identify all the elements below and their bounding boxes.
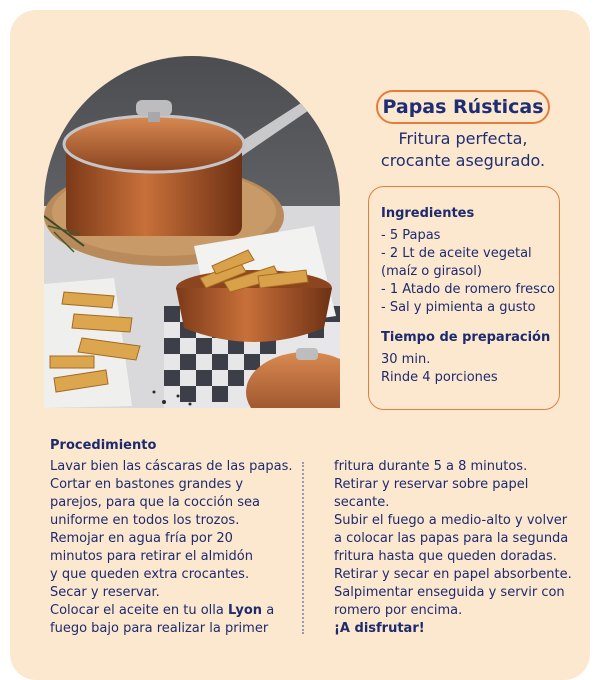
ingredient-item: - 1 Atado de romero fresco (381, 282, 556, 297)
procedure-line: Salpimentar enseguida y servir con (334, 585, 565, 600)
recipe-subtitle (356, 128, 570, 172)
procedure-line: fritura hasta que queden doradas. (334, 549, 557, 564)
recipe-title: Papas Rústicas (376, 90, 550, 124)
procedure-heading: Procedimiento (50, 438, 157, 453)
prep-time: 30 min. (381, 352, 431, 367)
procedure-line: a colocar las papas para la segunda (334, 531, 569, 546)
procedure-line: fritura durante 5 a 8 minutos. (334, 459, 528, 474)
procedure-column-right (334, 458, 572, 638)
ingredient-item: - Sal y pimienta a gusto (381, 300, 536, 315)
cookware-illustration (44, 56, 340, 408)
procedure-column-left (50, 458, 293, 638)
procedure-line: Secar y reservar. (50, 585, 160, 600)
procedure-line: secante. (334, 495, 390, 510)
procedure-line: Retirar y secar en papel absorbente. (334, 567, 572, 582)
procedure-line: minutos para retirar el almidón (50, 549, 253, 564)
procedure-line: Subir el fuego a medio-alto y volver (334, 513, 568, 528)
procedure-line: Lavar bien las cáscaras de las papas. (50, 459, 293, 474)
procedure-line: Cortar en bastones grandes y (50, 477, 244, 492)
prep-heading: Tiempo de preparación (381, 330, 551, 345)
subtitle-line: crocante asegurado. (380, 151, 546, 170)
ingredients-box (368, 186, 560, 410)
procedure-line: Retirar y reservar sobre papel (334, 477, 529, 492)
procedure-line (50, 602, 293, 620)
procedure-line: fuego bajo para realizar la primer (50, 621, 269, 636)
ingredient-item: - 5 Papas (381, 228, 441, 243)
closing-line (334, 620, 572, 638)
procedure-line: romero por encima. (334, 603, 463, 618)
procedure-text: a (262, 603, 275, 618)
column-divider (302, 462, 304, 634)
ingredient-item: - 2 Lt de aceite vegetal (381, 246, 532, 261)
procedure-line: y que queden extra crocantes. (50, 567, 250, 582)
closing-text: ¡A disfrutar! (334, 621, 425, 636)
procedure-line: parejos, para que la cocción sea (50, 495, 260, 510)
procedure-text: Colocar el aceite en tu olla (50, 603, 228, 618)
procedure-line: Remojar en agua fría por 20 (50, 531, 233, 546)
procedure-line: uniforme en todos los trozos. (50, 513, 240, 528)
brand-name: Lyon (228, 603, 263, 618)
servings: Rinde 4 porciones (381, 370, 498, 385)
ingredient-item: (maíz o girasol) (381, 264, 482, 279)
subtitle-line: Fritura perfecta, (398, 129, 528, 148)
recipe-photo (44, 56, 340, 408)
ingredients-heading: Ingredientes (381, 206, 475, 221)
